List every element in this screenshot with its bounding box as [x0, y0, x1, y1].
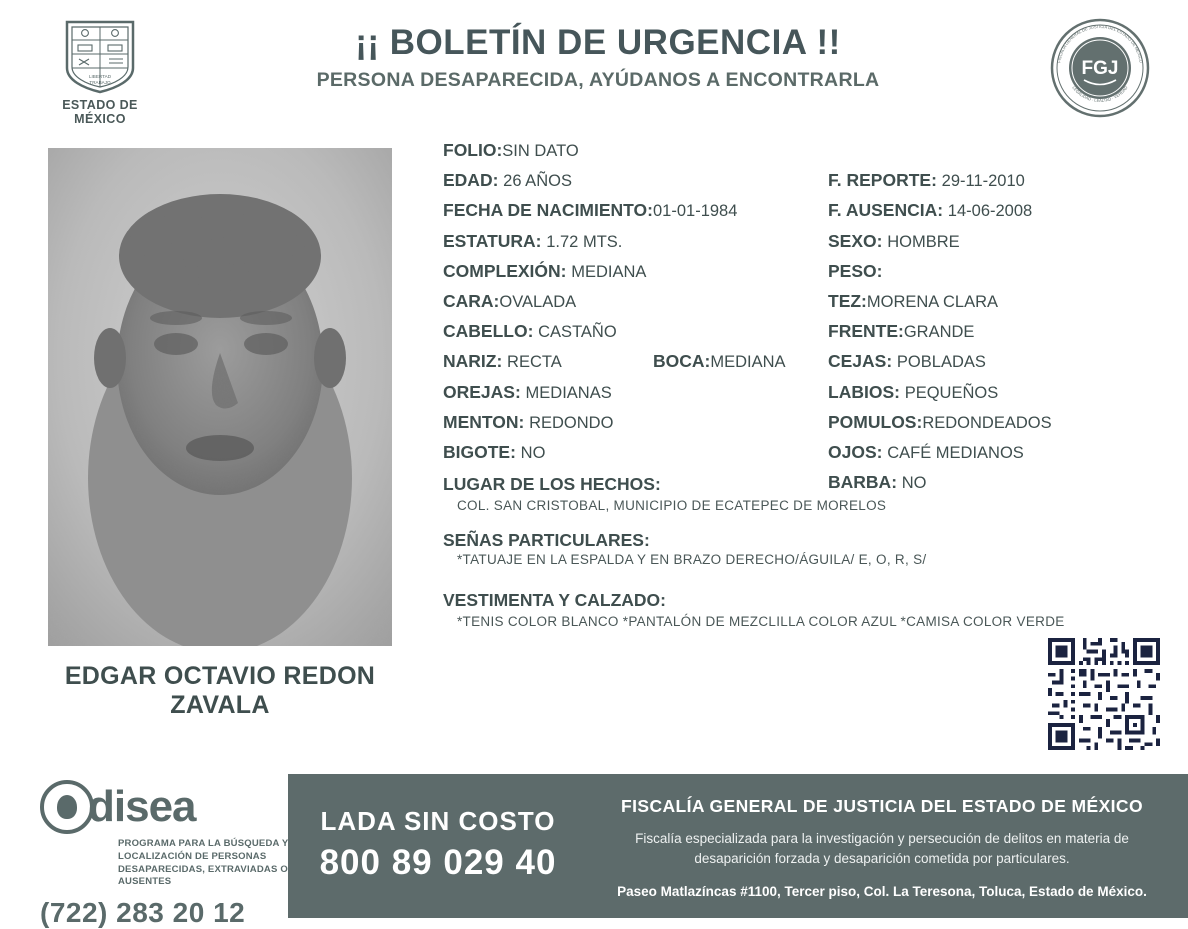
field-boca-value: MEDIANA — [710, 353, 786, 372]
field-orejas-value: MEDIANAS — [525, 383, 612, 402]
field-row — [443, 261, 1163, 291]
field-tez-label: TEZ: — [828, 290, 867, 311]
field-sexo — [828, 231, 960, 252]
field-estatura-value: 1.72 MTS. — [546, 232, 623, 251]
toll-free-number[interactable]: 800 89 029 40 — [319, 843, 557, 882]
field-fecha-nacimiento — [443, 200, 737, 221]
field-tez — [828, 291, 998, 312]
field-frente — [828, 321, 974, 342]
field-boca — [653, 351, 786, 372]
person-photo — [48, 148, 392, 646]
state-seal — [40, 18, 160, 126]
field-barba-value: NO — [901, 474, 927, 493]
disea-phone[interactable]: (722) 283 20 12 — [40, 897, 246, 929]
disea-logo — [40, 778, 290, 836]
field-complexion-label: COMPLEXIÓN: — [443, 260, 567, 281]
svg-text:LEGALIDAD · LEALTAD · VERDAD: LEGALIDAD · LEALTAD · VERDAD — [1071, 85, 1129, 104]
field-f-ausencia — [828, 200, 1032, 221]
svg-text:LIBERTAD: LIBERTAD — [88, 74, 112, 79]
fgj-title: FISCALÍA GENERAL DE JUSTICIA DEL ESTADO DE MÉXICO — [621, 796, 1143, 816]
field-folio-value: SIN DATO — [502, 142, 579, 160]
disea-wordmark: disea — [88, 782, 196, 831]
field-labios — [828, 382, 998, 403]
field-row — [443, 231, 1163, 261]
field-frente-value: GRANDE — [903, 323, 975, 342]
field-peso-label: PESO: — [828, 260, 883, 281]
field-cejas-label: CEJAS: — [828, 351, 893, 372]
state-shield-icon — [61, 18, 139, 94]
field-row — [443, 412, 1163, 442]
field-fecha-nacimiento-label: FECHA DE NACIMIENTO: — [443, 200, 653, 221]
fgj-info-block — [588, 774, 1188, 918]
field-row — [443, 291, 1163, 321]
field-lugar-hechos-label: LUGAR DE LOS HECHOS: — [443, 474, 661, 495]
field-nariz-label: NARIZ: — [443, 351, 503, 372]
field-cejas-value: POBLADAS — [896, 353, 986, 372]
field-folio-label: FOLIO: — [443, 140, 503, 160]
field-complexion — [443, 261, 646, 282]
field-row — [443, 588, 1163, 614]
field-folio — [443, 140, 579, 161]
field-row — [443, 442, 1163, 472]
field-barba-label: BARBA: — [828, 472, 898, 493]
fgj-description: Fiscalía especializada para la investigación y persecución de delitos en materia de desaparición forzada y desaparición cometida por particulares. — [635, 831, 1129, 866]
field-labios-value: PEQUEÑOS — [904, 383, 999, 402]
field-nariz — [443, 351, 562, 372]
field-pomulos — [828, 412, 1052, 433]
field-nariz-value: RECTA — [507, 353, 562, 372]
field-row — [443, 498, 1163, 528]
svg-text:FISCALÍA GENERAL DE JUSTICIA D: FISCALÍA GENERAL DE JUSTICIA DEL ESTADO DE MÉXICO — [1056, 23, 1144, 64]
field-row — [443, 321, 1163, 351]
person-name: EDGAR OCTAVIO REDON ZAVALA — [64, 662, 376, 719]
field-edad — [443, 170, 572, 191]
footer-bar — [288, 774, 1188, 918]
field-menton-value: REDONDO — [529, 413, 614, 432]
field-edad-label: EDAD: — [443, 170, 499, 191]
field-bigote-label: BIGOTE: — [443, 441, 516, 462]
field-row — [443, 200, 1163, 230]
field-complexion-value: MEDIANA — [571, 262, 647, 281]
person-search-icon — [40, 780, 94, 834]
svg-text:FGJ: FGJ — [1081, 58, 1119, 79]
field-barba — [828, 472, 927, 493]
field-labios-label: LABIOS: — [828, 381, 900, 402]
field-lugar-hechos-value: COL. SAN CRISTOBAL, MUNICIPIO DE ECATEPEC DE MORELOS — [457, 498, 887, 514]
field-vestimenta-value: *TENIS COLOR BLANCO *PANTALÓN DE MEZCLILLA COLOR AZUL *CAMISA COLOR VERDE — [457, 614, 1065, 630]
field-f-ausencia-value: 14-06-2008 — [947, 202, 1033, 221]
field-vestimenta-label: VESTIMENTA Y CALZADO: — [443, 590, 666, 611]
title-block — [248, 24, 948, 92]
field-tez-value: MORENA CLARA — [866, 292, 999, 311]
field-cara — [443, 291, 576, 312]
field-ojos-label: OJOS: — [828, 441, 883, 462]
page-title: ¡¡ BOLETÍN DE URGENCIA !! — [355, 23, 841, 62]
svg-text:TRABAJO: TRABAJO — [89, 80, 111, 85]
field-ojos — [828, 442, 1024, 463]
field-orejas — [443, 382, 612, 403]
field-fecha-nacimiento-value: 01-01-1984 — [653, 202, 738, 221]
field-cara-label: CARA: — [443, 290, 500, 311]
field-cabello-value: CASTAÑO — [538, 323, 617, 342]
field-bigote-value: NO — [520, 443, 546, 462]
field-senas-value: *TATUAJE EN LA ESPALDA Y EN BRAZO DERECHO/ÁGUILA/ E, O, R, S/ — [457, 552, 927, 568]
field-row — [443, 382, 1163, 412]
field-row — [443, 528, 1163, 554]
field-orejas-label: OREJAS: — [443, 381, 521, 402]
field-pomulos-value: REDONDEADOS — [922, 413, 1052, 432]
toll-free-label: LADA SIN COSTO — [320, 806, 556, 836]
field-f-reporte-value: 29-11-2010 — [941, 172, 1025, 191]
state-seal-label: ESTADO DE MÉXICO — [62, 98, 138, 126]
page-subtitle: PERSONA DESAPARECIDA, AYÚDANOS A ENCONTRARLA — [316, 68, 880, 91]
fgj-seal-icon — [1050, 18, 1150, 118]
field-row — [443, 351, 1163, 381]
field-estatura-label: ESTATURA: — [443, 230, 542, 251]
header — [0, 0, 1188, 130]
field-peso — [828, 261, 882, 282]
field-cara-value: OVALADA — [499, 292, 577, 311]
qr-code[interactable] — [1048, 638, 1160, 750]
field-boca-label: BOCA: — [653, 351, 711, 372]
field-estatura — [443, 231, 622, 252]
disea-program-text: PROGRAMA PARA LA BÚSQUEDA Y LOCALIZACIÓN DE PERSONAS DESAPARECIDAS, EXTRAVIADAS O AUSENTES — [118, 838, 289, 888]
field-senas-label: SEÑAS PARTICULARES: — [443, 530, 650, 551]
field-menton — [443, 412, 613, 433]
field-edad-value: 26 AÑOS — [503, 172, 572, 191]
field-cabello — [443, 321, 617, 342]
disea-block — [40, 778, 290, 929]
field-row — [443, 140, 1163, 170]
field-pomulos-label: POMULOS: — [828, 411, 923, 432]
field-row — [443, 554, 1163, 588]
field-sexo-label: SEXO: — [828, 230, 883, 251]
fgj-address: Paseo Matlazíncas #1100, Tercer piso, Col. La Teresona, Toluca, Estado de México. — [617, 884, 1147, 900]
field-f-ausencia-label: F. AUSENCIA: — [828, 200, 944, 221]
field-f-reporte — [828, 170, 1025, 191]
field-frente-label: FRENTE: — [828, 321, 904, 342]
field-bigote — [443, 442, 545, 463]
field-sexo-value: HOMBRE — [887, 232, 960, 251]
field-cabello-label: CABELLO: — [443, 321, 534, 342]
field-cejas — [828, 351, 986, 372]
toll-free-block — [288, 774, 588, 918]
field-menton-label: MENTON: — [443, 411, 525, 432]
person-details — [443, 140, 1163, 660]
field-row — [443, 170, 1163, 200]
field-f-reporte-label: F. REPORTE: — [828, 170, 937, 191]
field-ojos-value: CAFÉ MEDIANOS — [887, 443, 1024, 462]
